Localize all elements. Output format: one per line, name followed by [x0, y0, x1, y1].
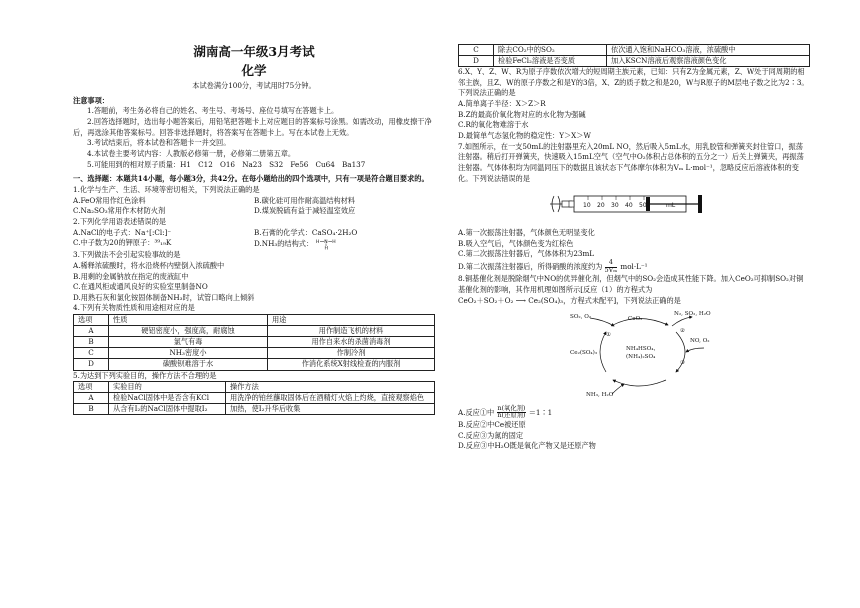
option-d: D.最简单气态氢化物的稳定性：Y＞X＞W — [458, 131, 591, 141]
label-ce2so4: Ce₂(SO₄)₃ — [570, 350, 598, 357]
table-cell: D — [459, 56, 494, 67]
table-cell: B — [74, 337, 109, 348]
option-b: B.用剩的金属钠放在指定的废液缸中 — [73, 271, 189, 281]
question-stem: 8.铜基催化剂是脱除烟气中NO的优异催化剂，但烟气中的SO₂会造成其性能下降。加入CeO₂可抑制SO₂对铜基催化剂的影响，其作用机理如图所示[反应（1）的方程式为 — [458, 274, 804, 294]
question-6 — [458, 67, 810, 142]
option-b: B.吸入空气后，气体颜色变为红棕色 — [458, 238, 574, 248]
note-2: 2.回答选择题时，选出每小题答案后，用铅笔把答题卡上对应题目的答案标号涂黑。如需改动，用橡皮擦干净后，再选涂其他答案标号。回答非选择题时，将答案写在答题卡上。写在本试卷上无效。 — [73, 116, 432, 137]
scale-unit: mL — [666, 202, 676, 210]
table-header: 选项 — [74, 315, 109, 326]
label-ammonium2: (NH₄)₂SO₄ — [626, 354, 656, 361]
table-cell: 用作自来水的杀菌消毒剂 — [268, 337, 435, 348]
option-b: B.石膏的化学式：CaSO₄·2H₂O — [254, 227, 358, 237]
option-a: A.第一次振荡注射器，气体颜色无明显变化 — [458, 228, 595, 238]
option-c: C.在通风柜或通风良好的实验室里制备NO — [73, 282, 208, 292]
question-stem: 2.下列化学用语表述错误的是 — [73, 216, 167, 226]
option-a: A.简单离子半径：X＞Z＞R — [458, 99, 546, 109]
table-cell: 碳酸钡难溶于水 — [109, 359, 268, 370]
scale-label: 10 — [583, 202, 591, 210]
fraction — [605, 260, 617, 274]
option-d — [254, 238, 435, 250]
table-cell: A — [74, 393, 109, 404]
table-cell: D — [74, 359, 109, 370]
label-ammonium: NH₄HSO₄， — [626, 346, 660, 353]
table-header: 选项 — [74, 382, 109, 393]
table-cell: 作消化系统X射线检查的内服剂 — [268, 359, 435, 370]
option-c: C.R的氧化物难溶于水 — [458, 120, 529, 130]
question-5 — [73, 371, 435, 416]
label-nh3-h2o: NH₃, H₂O — [586, 392, 614, 399]
table-cell: 检验NaCl固体中是否含有KCl — [109, 393, 226, 404]
table-cell: 从含有I₂的NaCl固体中提取I₂ — [109, 404, 226, 415]
syringe-diagram — [548, 187, 718, 221]
output-arrow-products — [672, 317, 692, 326]
option-a: A.稀释浓硫酸时，将水沿烧杯内壁倒入浓硫酸中 — [73, 260, 225, 270]
option-d: D.煤炭脱硫有益于减轻温室效应 — [254, 206, 356, 216]
question-3 — [73, 250, 435, 303]
right-column — [458, 0, 810, 452]
option-a-text: A.反应①中 — [458, 407, 495, 417]
option-d: D.反应③中H₂O既是氧化产物又是还原产物 — [458, 441, 596, 451]
question-2 — [73, 217, 435, 250]
svg-text:H: H — [316, 240, 320, 246]
cycle-arc-4 — [600, 332, 606, 372]
table-cell: C — [74, 348, 109, 359]
notes-heading: 注意事项： — [73, 95, 109, 105]
table-header: 用途 — [268, 315, 435, 326]
scale-label: 30 — [611, 202, 619, 210]
table-cell: 作制冷剂 — [268, 348, 435, 359]
label-step-3: ③ — [680, 360, 686, 367]
fraction-numerator: 4 — [605, 260, 617, 268]
question-1 — [73, 185, 435, 217]
q5-table — [73, 381, 435, 415]
table-row — [74, 404, 435, 415]
table-row — [459, 56, 810, 67]
option-b: B.反应②中Ce被还原 — [458, 420, 526, 430]
table-row — [459, 45, 810, 56]
table-cell: 氯气有毒 — [109, 337, 268, 348]
option-c: C.Na₂SO₃常用作木材防火剂 — [73, 206, 166, 216]
option-b: B.Z的最高价氧化物对应的水化物为强碱 — [458, 109, 586, 119]
question-stem: 6.X、Y、Z、W、R为原子序数依次增大的短周期主族元素，已知：只有Z为金属元素，Z、W处于同周期的相邻主族，且Z、W的原子序数之和是Y的3倍，X、Z的质子数之和是20，W与R原子的M层电子数之比为2∶3。下列说法正确的是 — [458, 67, 809, 98]
option-d — [458, 260, 810, 274]
table-row — [74, 393, 435, 404]
q5-table-continued — [458, 44, 810, 67]
question-stem: 5.为达到下列实验目的，操作方法不合理的是 — [73, 370, 217, 380]
fraction-numerator: n(氧化剂) — [497, 404, 526, 412]
svg-text:H: H — [332, 240, 337, 246]
table-header-row — [74, 315, 435, 326]
scale-label: 20 — [597, 202, 605, 210]
note-4: 4.本试卷主要考试内容：人教版必修第一册，必修第二册第五章。 — [87, 148, 296, 158]
input-arrow-nh3 — [612, 384, 624, 394]
syringe-tip — [569, 201, 574, 207]
label-step-1: ① — [606, 332, 612, 339]
question-stem: 3.下列做法不会引起实验事故的是 — [73, 250, 181, 260]
option-b: B.碳化硅可用作耐高温结构材料 — [254, 195, 356, 205]
table-header: 实验目的 — [109, 382, 226, 393]
option-c: C.反应③为氮的固定 — [458, 430, 524, 440]
label-products: N₂, SO₂, H₂O — [674, 311, 711, 318]
table-cell: NH₃密度小 — [109, 348, 268, 359]
table-row — [74, 348, 435, 359]
table-cell: 依次通入饱和NaHCO₃溶液，浓硫酸中 — [607, 45, 810, 56]
exam-info: 本试卷满分100分，考试用时75分钟。 — [192, 81, 316, 90]
label-so2-o2: SO₂, O₂ — [570, 314, 592, 321]
mechanism-diagram — [568, 310, 718, 398]
cycle-arc-3 — [613, 380, 666, 386]
option-a: A.FeO常用作红色涂料 — [73, 195, 146, 205]
exam-subject: 化学 — [241, 63, 267, 78]
question-4 — [73, 303, 435, 370]
option-c: C.中子数为20的钾原子：³⁹₁₉K — [73, 238, 172, 248]
question-7 — [458, 142, 810, 274]
note-1: 1.答题前，考生务必将自己的姓名、考生号、考场号、座位号填写在答题卡上。 — [87, 106, 339, 116]
label-step-2: ② — [680, 328, 686, 335]
syringe-plunger-handle — [698, 195, 702, 213]
table-cell: 加热，使I₂升华后收集 — [226, 404, 435, 415]
cycle-arc-2 — [676, 332, 685, 372]
table-header: 操作方法 — [226, 382, 435, 393]
option-c: C.第二次振荡注射器后，气体体积为23mL — [458, 249, 595, 259]
table-cell: C — [459, 45, 494, 56]
table-cell: 加入KSCN溶液后观察溶液颜色变化 — [607, 56, 810, 67]
option-d-unit: mol·L⁻¹ — [620, 262, 648, 272]
section-heading: 一、选择题：本题共14小题，每小题3分，共42分。在每小题给出的四个选项中，只有一项是符合题目要求的。 — [73, 174, 429, 184]
table-cell: 检验FeCl₂溶液是否变质 — [494, 56, 607, 67]
input-arrow-so2 — [590, 318, 614, 326]
table-row — [74, 326, 435, 337]
label-ceo2: CeO₂ — [628, 316, 643, 323]
table-header-row — [74, 382, 435, 393]
table-row — [74, 359, 435, 370]
table-cell: 硬铝密度小，强度高，耐腐蚀 — [109, 326, 268, 337]
left-column — [73, 0, 435, 415]
notes-block — [73, 96, 435, 171]
question-stem: 1.化学与生产、生活、环境等密切相关，下列说法正确的是 — [73, 184, 260, 194]
scale-label: 50 — [639, 202, 647, 210]
option-a — [458, 406, 810, 420]
fraction — [497, 406, 527, 420]
question-8 — [458, 274, 810, 452]
option-a: A.NaCl的电子式：Na⁺[:Cl:]⁻ — [73, 227, 172, 237]
note-5: 5.可能用到的相对原子质量：H1 C12 O16 Na23 S32 Fe56 Cu64 Ba137 — [87, 159, 366, 169]
option-d-label: D.NH₃的结构式： — [254, 239, 314, 249]
note-3: 3.考试结束后，将本试卷和答题卡一并交回。 — [87, 138, 231, 148]
option-a-ratio: ＝1∶1 — [528, 407, 553, 417]
fraction-denominator: 5Vₘ — [604, 266, 618, 274]
question-stem: 7.如图所示，在一支50mL的注射器里充入20mL NO，然后吸入5mL水，用乳胶管和弹簧夹封住管口，振荡注射器。稍后打开弹簧夹，快速吸入15mL空气（空气中O₂体积占总体积的五分之一）后关上弹簧夹，再振荡注射器。气体体积均为同温同压下的数据且该状态下气体摩尔体积为Vₘ L·mol⁻¹，忽略反应后溶液体积的变化。下列说法错误的是 — [458, 141, 804, 183]
input-arrow-no — [686, 348, 704, 352]
nh3-structure-icon — [315, 238, 337, 250]
table-cell: 除去CO₂中的SO₂ — [494, 45, 607, 56]
svg-text:H: H — [324, 246, 329, 251]
scale-label: 40 — [625, 202, 633, 210]
table-cell: B — [74, 404, 109, 415]
table-row — [74, 337, 435, 348]
option-d-text: D.第二次振荡注射器后，所得硝酸的浓度约为 — [458, 262, 603, 272]
reaction-equation: CeO₂＋SO₂＋O₂ ⟶ Ce₂(SO₄)₃，方程式未配平]，下列说法正确的是 — [458, 295, 681, 305]
table-cell: 用作制造飞机的材料 — [268, 326, 435, 337]
question-stem: 4.下列有关物质性质和用途相对应的是 — [73, 303, 195, 313]
table-cell: 用洗净的铂丝蘸取固体后在酒精灯火焰上灼烧，直接观察焰色 — [226, 393, 435, 404]
table-header: 性质 — [109, 315, 268, 326]
exam-title: 湖南高一年级3月考试 — [193, 44, 315, 59]
option-d: D.用熟石灰和氯化铵固体制备NH₃时，试管口略向上倾斜 — [73, 292, 255, 302]
label-no-o2: NO, O₂ — [690, 338, 710, 345]
table-cell: A — [74, 326, 109, 337]
svg-text:N: N — [324, 240, 329, 246]
fraction-denominator: n(还原剂) — [497, 412, 526, 420]
q4-table — [73, 314, 435, 370]
